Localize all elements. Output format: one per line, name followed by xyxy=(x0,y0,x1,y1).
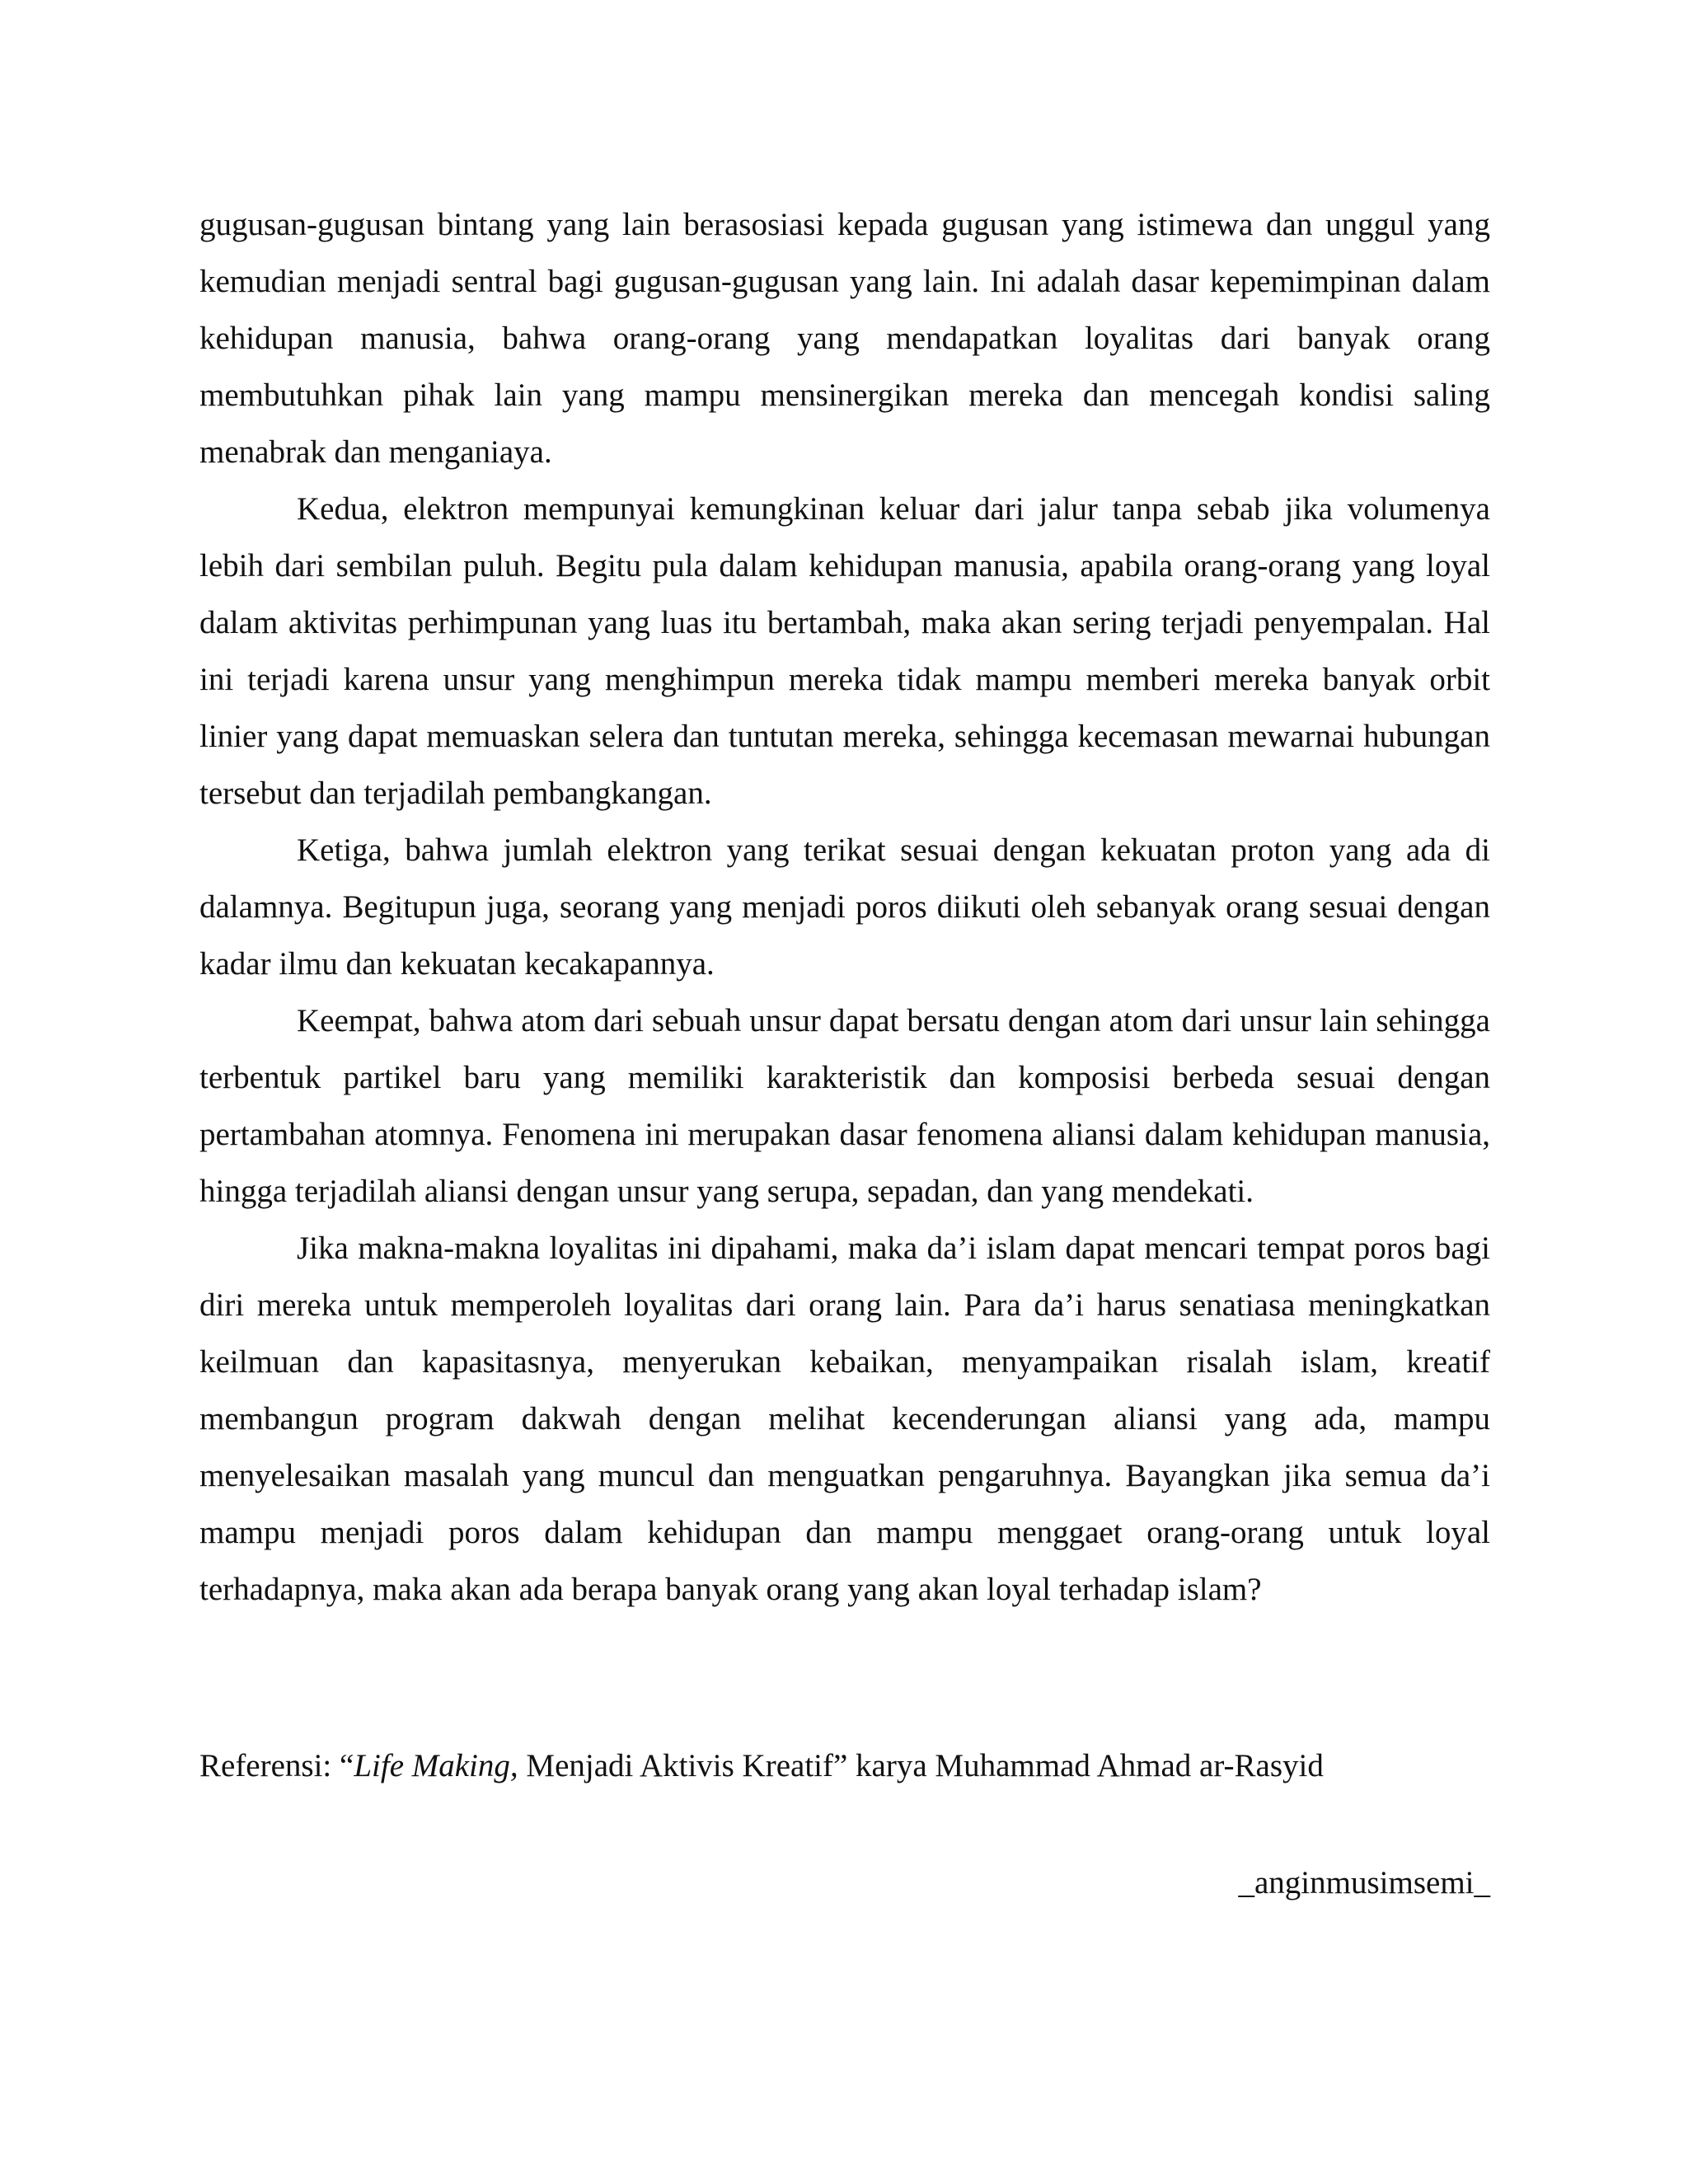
reference-title-rest: Menjadi Aktivis Kreatif xyxy=(518,1748,833,1783)
paragraph-ketiga: Ketiga, bahwa jumlah elektron yang terikat sesuai dengan kekuatan proton yang ada di dalamnya. Begitupun juga, seorang yang menjadi poros diikuti oleh sebanyak orang sesuai dengan kadar ilmu dan kekuatan kecakapannya. xyxy=(199,832,1490,982)
paragraph-kedua: Kedua, elektron mempunyai kemungkinan keluar dari jalur tanpa sebab jika volumenya lebih dari sembilan puluh. Begitu pula dalam kehidupan manusia, apabila orang-orang yang loyal dalam aktivitas perhimpunan yang luas itu bertambah, maka akan sering terjadi penyempalan. Hal ini terjadi karena unsur yang menghimpun mereka tidak mampu memberi mereka banyak orbit linier yang dapat memuaskan selera dan tuntutan mereka, sehingga kecemasan mewarnai hubungan tersebut dan terjadilah pembangkangan. xyxy=(199,491,1490,811)
body-text xyxy=(199,196,1490,1618)
reference-title-italic: Life Making, xyxy=(354,1748,518,1783)
reference-suffix: ” karya Muhammad Ahmad ar-Rasyid xyxy=(833,1748,1324,1783)
reference-line xyxy=(199,1737,1490,1794)
reference-prefix: Referensi: “ xyxy=(199,1748,354,1783)
paragraph-conclusion: Jika makna-makna loyalitas ini dipahami, maka da’i islam dapat mencari tempat poros bagi diri mereka untuk memperoleh loyalitas dari orang lain. Para da’i harus senatiasa meningkatkan keilmuan dan kapasitasnya, menyerukan kebaikan, menyampaikan risalah islam, kreatif membangun program dakwah dengan melihat kecenderungan aliansi yang ada, mampu menyelesaikan masalah yang muncul dan menguatkan pengaruhnya. Bayangkan jika semua da’i mampu menjadi poros dalam kehidupan dan mampu menggaet orang-orang untuk loyal terhadapnya, maka akan ada berapa banyak orang yang akan loyal terhadap islam? xyxy=(199,1230,1490,1607)
paragraph-keempat: Keempat, bahwa atom dari sebuah unsur dapat bersatu dengan atom dari unsur lain sehingga terbentuk partikel baru yang memiliki karakteristik dan komposisi berbeda sesuai dengan pertambahan atomnya. Fenomena ini merupakan dasar fenomena aliansi dalam kehidupan manusia, hingga terjadilah aliansi dengan unsur yang serupa, sepadan, dan yang mendekati. xyxy=(199,1003,1490,1209)
author-signature: _anginmusimsemi_ xyxy=(1238,1865,1490,1900)
paragraph-continuation: gugusan-gugusan bintang yang lain berasosiasi kepada gugusan yang istimewa dan unggul yang kemudian menjadi sentral bagi gugusan-gugusan yang lain. Ini adalah dasar kepemimpinan dalam kehidupan manusia, bahwa orang-orang yang mendapatkan loyalitas dari banyak orang membutuhkan pihak lain yang mampu mensinergikan mereka dan mencegah kondisi saling menabrak dan menganiaya. xyxy=(199,207,1490,470)
